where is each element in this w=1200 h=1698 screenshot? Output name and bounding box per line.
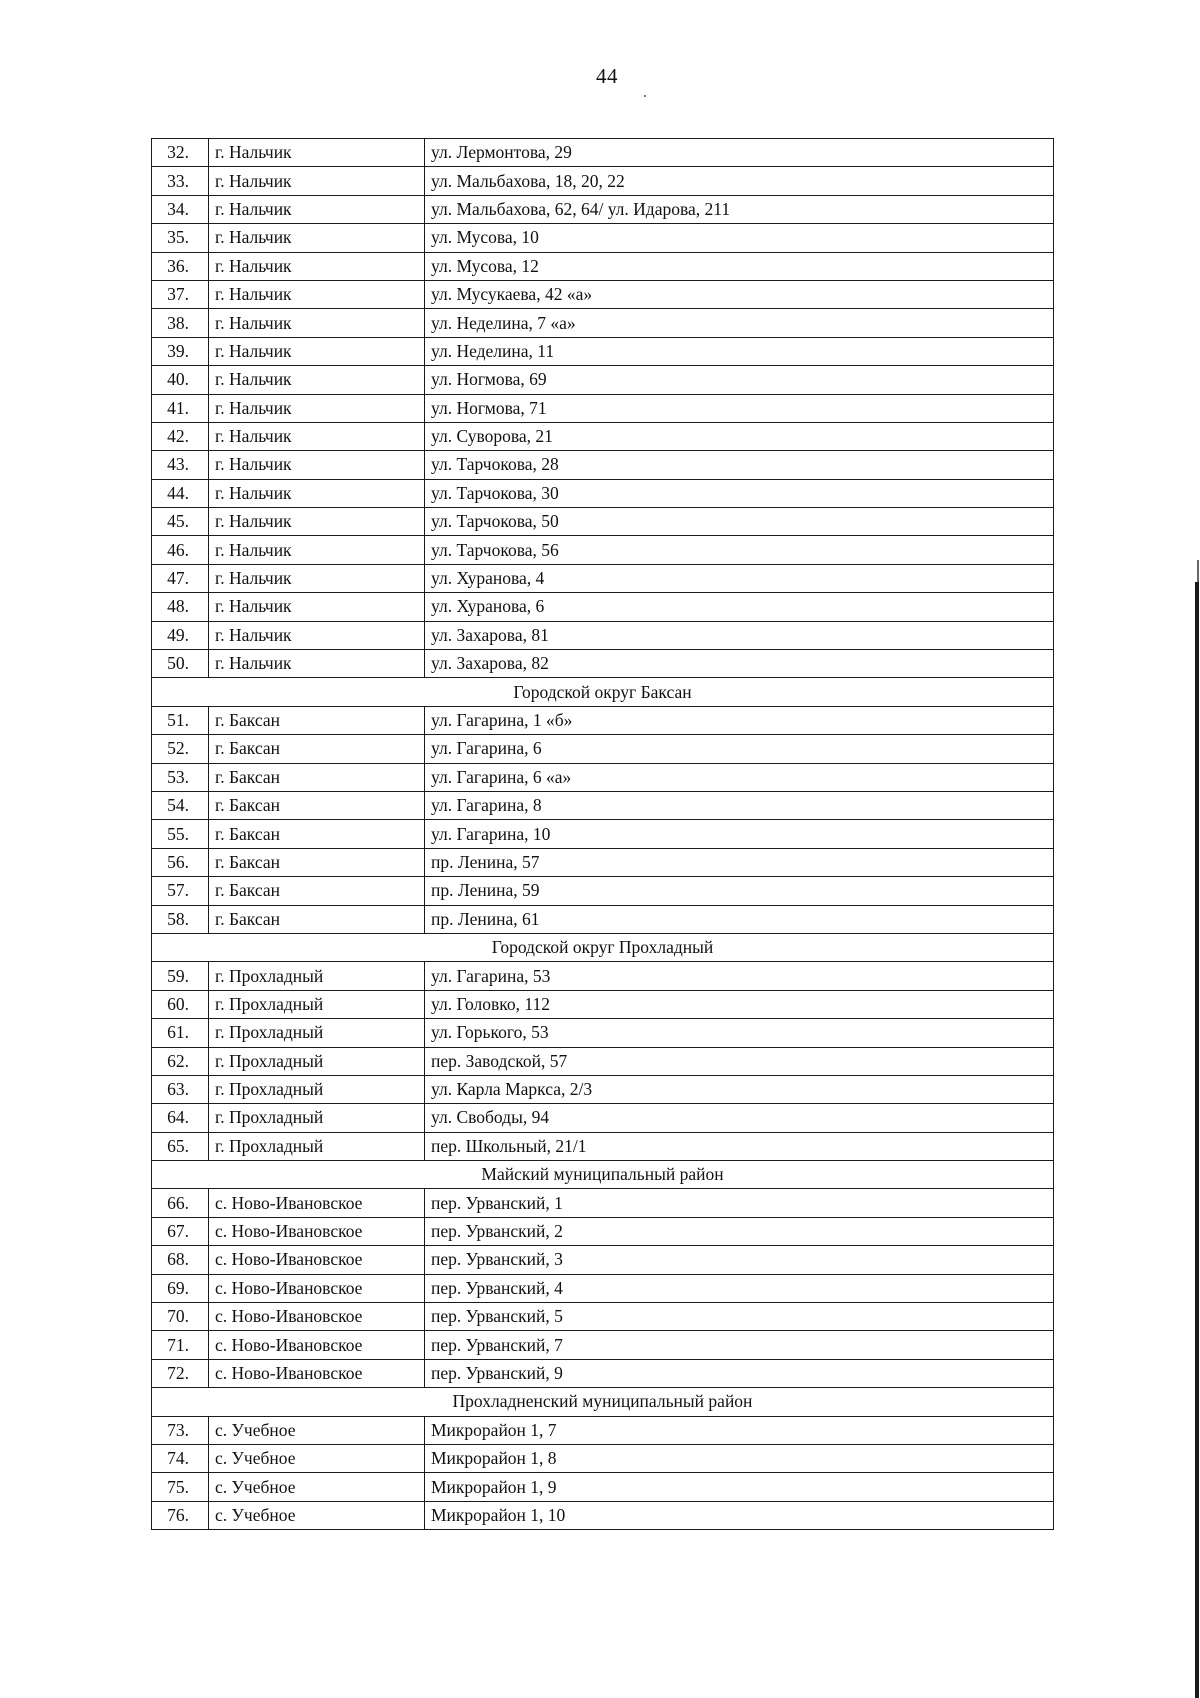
locality-cell: с. Ново-Ивановское [209,1274,425,1302]
address-cell: ул. Мусова, 12 [425,252,1054,280]
address-cell: ул. Захарова, 81 [425,621,1054,649]
address-cell: ул. Мусова, 10 [425,224,1054,252]
table-row [152,479,1054,507]
locality-cell: г. Нальчик [209,479,425,507]
locality-cell: с. Ново-Ивановское [209,1246,425,1274]
row-number-cell: 76. [152,1501,209,1529]
locality-cell: г. Баксан [209,791,425,819]
locality-cell: г. Нальчик [209,252,425,280]
address-cell: ул. Ногмова, 69 [425,366,1054,394]
row-number-cell: 64. [152,1104,209,1132]
address-cell: ул. Свободы, 94 [425,1104,1054,1132]
section-title: Городской округ Баксан [152,678,1054,706]
table-row [152,877,1054,905]
table-row [152,621,1054,649]
table-row [152,309,1054,337]
locality-cell: г. Нальчик [209,593,425,621]
locality-cell: г. Баксан [209,820,425,848]
locality-cell: г. Баксан [209,706,425,734]
row-number-cell: 67. [152,1217,209,1245]
locality-cell: г. Прохладный [209,962,425,990]
row-number-cell: 55. [152,820,209,848]
locality-cell: г. Нальчик [209,280,425,308]
locality-cell: с. Ново-Ивановское [209,1217,425,1245]
table-row [152,252,1054,280]
locality-cell: г. Нальчик [209,650,425,678]
locality-cell: г. Нальчик [209,508,425,536]
row-number-cell: 41. [152,394,209,422]
address-cell: ул. Неделина, 11 [425,337,1054,365]
address-cell: ул. Хуранова, 6 [425,593,1054,621]
address-cell: ул. Мальбахова, 62, 64/ ул. Идарова, 211 [425,195,1054,223]
row-number-cell: 73. [152,1416,209,1444]
row-number-cell: 62. [152,1047,209,1075]
table-row [152,763,1054,791]
table-row [152,990,1054,1018]
locality-cell: г. Нальчик [209,564,425,592]
address-cell: ул. Лермонтова, 29 [425,139,1054,167]
address-cell: пер. Урванский, 4 [425,1274,1054,1302]
locality-cell: г. Нальчик [209,195,425,223]
row-number-cell: 72. [152,1359,209,1387]
address-cell: ул. Гагарина, 53 [425,962,1054,990]
row-number-cell: 36. [152,252,209,280]
table-row [152,337,1054,365]
locality-cell: г. Баксан [209,877,425,905]
address-table [151,138,1054,1530]
locality-cell: с. Ново-Ивановское [209,1331,425,1359]
address-cell: Микрорайон 1, 10 [425,1501,1054,1529]
row-number-cell: 53. [152,763,209,791]
locality-cell: г. Баксан [209,735,425,763]
address-cell: ул. Мусукаева, 42 «а» [425,280,1054,308]
row-number-cell: 69. [152,1274,209,1302]
row-number-cell: 50. [152,650,209,678]
address-cell: ул. Тарчокова, 28 [425,451,1054,479]
row-number-cell: 38. [152,309,209,337]
row-number-cell: 37. [152,280,209,308]
locality-cell: г. Прохладный [209,1047,425,1075]
address-cell: ул. Гагарина, 6 [425,735,1054,763]
locality-cell: г. Нальчик [209,451,425,479]
row-number-cell: 39. [152,337,209,365]
table-row [152,905,1054,933]
row-number-cell: 58. [152,905,209,933]
row-number-cell: 61. [152,1019,209,1047]
locality-cell: г. Прохладный [209,1104,425,1132]
section-header-row [152,1161,1054,1189]
row-number-cell: 46. [152,536,209,564]
locality-cell: г. Баксан [209,763,425,791]
table-row [152,1047,1054,1075]
row-number-cell: 75. [152,1473,209,1501]
locality-cell: г. Нальчик [209,309,425,337]
locality-cell: г. Нальчик [209,394,425,422]
row-number-cell: 65. [152,1132,209,1160]
address-cell: ул. Мальбахова, 18, 20, 22 [425,167,1054,195]
table-row [152,139,1054,167]
address-cell: ул. Захарова, 82 [425,650,1054,678]
locality-cell: г. Нальчик [209,536,425,564]
row-number-cell: 40. [152,366,209,394]
locality-cell: с. Учебное [209,1473,425,1501]
row-number-cell: 54. [152,791,209,819]
row-number-cell: 42. [152,422,209,450]
address-cell: пер. Заводской, 57 [425,1047,1054,1075]
address-cell: ул. Неделина, 7 «а» [425,309,1054,337]
address-cell: ул. Тарчокова, 30 [425,479,1054,507]
table-row [152,394,1054,422]
address-cell: ул. Тарчокова, 56 [425,536,1054,564]
table-row [152,1075,1054,1103]
row-number-cell: 66. [152,1189,209,1217]
table-row [152,1019,1054,1047]
row-number-cell: 43. [152,451,209,479]
row-number-cell: 51. [152,706,209,734]
table-row [152,508,1054,536]
row-number-cell: 32. [152,139,209,167]
address-cell: Микрорайон 1, 7 [425,1416,1054,1444]
table-row [152,1217,1054,1245]
row-number-cell: 48. [152,593,209,621]
table-row [152,820,1054,848]
locality-cell: с. Учебное [209,1444,425,1472]
address-cell: ул. Гагарина, 1 «б» [425,706,1054,734]
section-title: Майский муниципальный район [152,1161,1054,1189]
locality-cell: г. Нальчик [209,422,425,450]
section-title: Городской округ Прохладный [152,933,1054,961]
address-cell: пер. Урванский, 5 [425,1303,1054,1331]
table-row [152,735,1054,763]
section-header-row [152,933,1054,961]
address-cell: пер. Урванский, 3 [425,1246,1054,1274]
address-cell: ул. Суворова, 21 [425,422,1054,450]
locality-cell: г. Нальчик [209,366,425,394]
table-row [152,706,1054,734]
table-row [152,650,1054,678]
locality-cell: г. Нальчик [209,224,425,252]
row-number-cell: 71. [152,1331,209,1359]
table-row [152,593,1054,621]
table-row [152,1359,1054,1387]
locality-cell: с. Учебное [209,1416,425,1444]
table-row [152,167,1054,195]
table-row [152,1303,1054,1331]
page-number: 44 [596,64,618,88]
row-number-cell: 52. [152,735,209,763]
table-row [152,422,1054,450]
address-cell: пер. Урванский, 1 [425,1189,1054,1217]
locality-cell: г. Нальчик [209,337,425,365]
address-cell: ул. Тарчокова, 50 [425,508,1054,536]
locality-cell: г. Нальчик [209,139,425,167]
locality-cell: с. Ново-Ивановское [209,1189,425,1217]
locality-cell: с. Ново-Ивановское [209,1303,425,1331]
row-number-cell: 34. [152,195,209,223]
address-cell: пер. Урванский, 2 [425,1217,1054,1245]
table-row [152,1331,1054,1359]
section-title: Прохладненский муниципальный район [152,1388,1054,1416]
address-cell: пер. Школьный, 21/1 [425,1132,1054,1160]
table-row [152,1416,1054,1444]
address-cell: пр. Ленина, 61 [425,905,1054,933]
table-row [152,1132,1054,1160]
address-cell: ул. Гагарина, 8 [425,791,1054,819]
scan-speck [644,95,646,97]
locality-cell: г. Баксан [209,848,425,876]
locality-cell: г. Прохладный [209,1075,425,1103]
locality-cell: г. Прохладный [209,1132,425,1160]
table-row [152,1501,1054,1529]
address-cell: пр. Ленина, 59 [425,877,1054,905]
address-cell: ул. Горького, 53 [425,1019,1054,1047]
address-cell: ул. Гагарина, 10 [425,820,1054,848]
locality-cell: г. Нальчик [209,621,425,649]
row-number-cell: 68. [152,1246,209,1274]
locality-cell: г. Баксан [209,905,425,933]
address-cell: пер. Урванский, 7 [425,1331,1054,1359]
table-row [152,224,1054,252]
table-row [152,1189,1054,1217]
section-header-row [152,678,1054,706]
row-number-cell: 74. [152,1444,209,1472]
row-number-cell: 33. [152,167,209,195]
address-cell: ул. Головко, 112 [425,990,1054,1018]
address-cell: пер. Урванский, 9 [425,1359,1054,1387]
row-number-cell: 47. [152,564,209,592]
row-number-cell: 49. [152,621,209,649]
row-number-cell: 44. [152,479,209,507]
table-row [152,791,1054,819]
address-cell: ул. Ногмова, 71 [425,394,1054,422]
table-row [152,564,1054,592]
locality-cell: с. Учебное [209,1501,425,1529]
table-row [152,962,1054,990]
address-cell: ул. Гагарина, 6 «а» [425,763,1054,791]
row-number-cell: 59. [152,962,209,990]
table-row [152,1104,1054,1132]
row-number-cell: 56. [152,848,209,876]
row-number-cell: 57. [152,877,209,905]
address-cell: пр. Ленина, 57 [425,848,1054,876]
address-cell: ул. Хуранова, 4 [425,564,1054,592]
locality-cell: г. Прохладный [209,1019,425,1047]
table-row [152,1444,1054,1472]
table-row [152,280,1054,308]
table-row [152,1274,1054,1302]
table-row [152,1473,1054,1501]
address-cell: Микрорайон 1, 8 [425,1444,1054,1472]
row-number-cell: 60. [152,990,209,1018]
locality-cell: г. Нальчик [209,167,425,195]
table-row [152,451,1054,479]
row-number-cell: 45. [152,508,209,536]
scan-edge-line [1195,582,1199,1698]
row-number-cell: 70. [152,1303,209,1331]
address-table-body [152,139,1054,1530]
table-row [152,366,1054,394]
table-row [152,536,1054,564]
table-row [152,195,1054,223]
row-number-cell: 35. [152,224,209,252]
address-cell: Микрорайон 1, 9 [425,1473,1054,1501]
table-row [152,1246,1054,1274]
address-cell: ул. Карла Маркса, 2/3 [425,1075,1054,1103]
section-header-row [152,1388,1054,1416]
table-row [152,848,1054,876]
row-number-cell: 63. [152,1075,209,1103]
locality-cell: с. Ново-Ивановское [209,1359,425,1387]
locality-cell: г. Прохладный [209,990,425,1018]
